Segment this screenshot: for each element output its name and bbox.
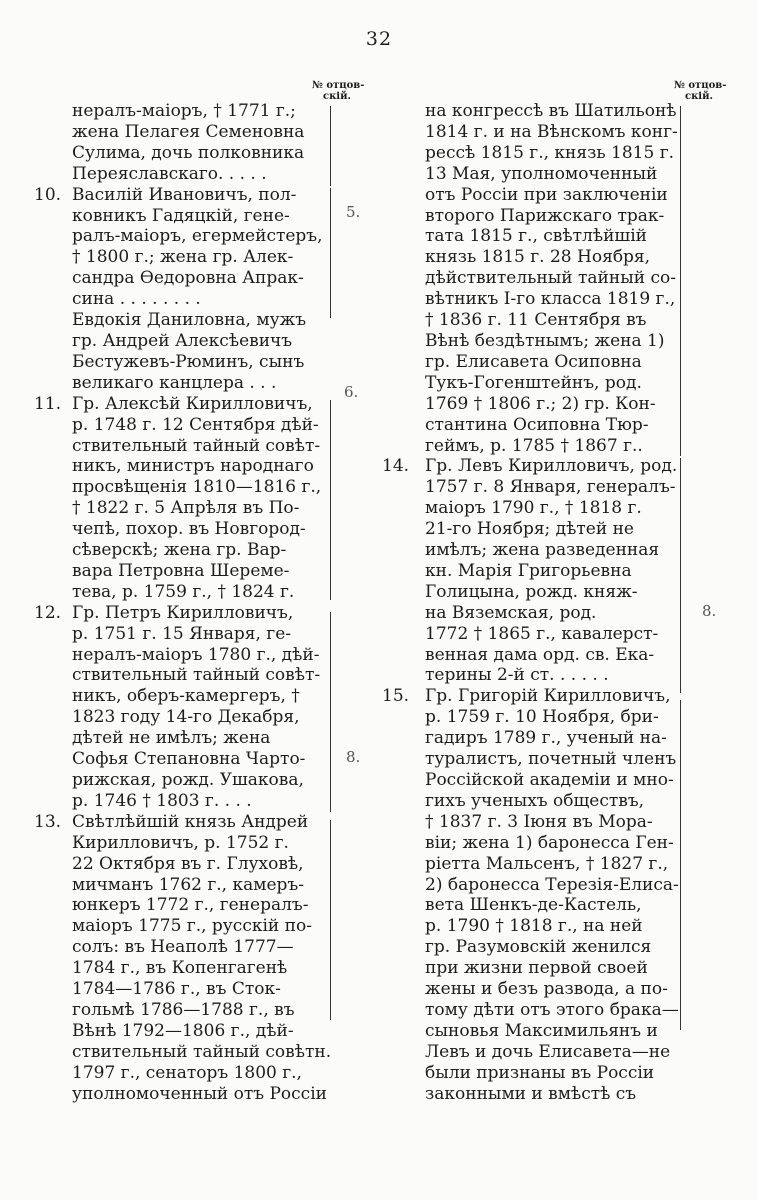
text-line: Софья Степановна Чарто- (72, 749, 306, 770)
text-line: 22 Октября въ г. Глуховѣ, (72, 853, 304, 874)
text-line: мичманъ 1762 г., камеръ- (72, 874, 304, 895)
text-line: солъ: въ Неаполѣ 1777— (72, 937, 294, 958)
genealogy-entry (34, 394, 330, 603)
text-line: 13 Мая, уполномоченный (425, 163, 658, 184)
text-line: тому дѣти отъ этого брака— (425, 999, 679, 1020)
margin-number: 5. (346, 203, 361, 221)
text-line: гольмѣ 1786—1788 г., въ (72, 999, 295, 1020)
text-line: великаго канцлера . . . (72, 372, 277, 393)
text-line: 1814 г. и на Вѣнскомъ конг- (425, 121, 678, 142)
margin-rule (680, 700, 681, 1030)
text-line: р. 1748 г. 12 Сентября дѣй- (72, 414, 319, 435)
text-line: 1784—1786 г., въ Сток- (72, 979, 281, 1000)
text-line: р. 1751 г. 15 Января, ге- (72, 623, 291, 644)
text-line: просвѣщенія 1810—1816 г., (72, 477, 322, 498)
text-line: Левъ и дочь Елисавета—не (425, 1041, 671, 1062)
text-line: рессѣ 1815 г., князь 1815 г. (425, 142, 675, 163)
margin-rule (680, 458, 681, 693)
text-line: сѣверскѣ; жена гр. Вар- (72, 540, 287, 561)
margin-rule (330, 612, 331, 812)
text-line: вара Петровна Шереме- (72, 560, 290, 581)
text-line: отъ Россіи при заключеніи (425, 184, 668, 205)
text-line: венная дама орд. св. Ека- (425, 644, 655, 665)
text-line: сина . . . . . . . . (72, 289, 201, 310)
text-line: віи; жена 1) баронесса Ген- (425, 832, 674, 853)
text-line: нералъ-маіоръ 1780 г., дѣй- (72, 644, 320, 665)
genealogy-entry (34, 101, 330, 185)
text-line: ствительный тайный совѣт- (72, 665, 321, 686)
text-line: ствительный тайный совѣтн. (72, 1041, 332, 1062)
entry-number: 13. (34, 811, 62, 832)
margin-rule (330, 188, 331, 318)
text-line: † 1837 г. 3 Іюня въ Мора- (425, 811, 653, 832)
text-line: вѣтникъ I-го класса 1819 г., (425, 289, 676, 310)
text-line: Переяславскаго. . . . . (72, 163, 267, 184)
column-header-right: № отцов- скій. (674, 80, 727, 102)
text-line: тата 1815 г., свѣтлѣйшій (425, 226, 647, 247)
text-line: ріетта Мальсенъ, † 1827 г., (425, 853, 669, 874)
text-line: маіоръ 1775 г., русскій по- (72, 916, 312, 937)
text-line: ствительный тайный совѣт- (72, 435, 321, 456)
margin-number: 8. (346, 748, 361, 766)
text-line: князь 1815 г. 28 Ноября, (425, 247, 651, 268)
column-header-left: № отцов- скій. (312, 80, 365, 102)
text-line: † 1836 г. 11 Сентября въ (425, 310, 647, 331)
text-line: кн. Марія Григорьевна (425, 560, 632, 581)
text-line: гихъ ученыхъ обществъ, (425, 790, 645, 811)
margin-rule (680, 106, 681, 456)
text-line: 1823 году 14-го Декабря, (72, 707, 300, 728)
text-line: Россійской академіи и мно- (425, 770, 674, 790)
text-line: чепѣ, похор. въ Новгород- (72, 519, 306, 540)
text-line: 1797 г., сенаторъ 1800 г., (72, 1062, 302, 1083)
text-line: Гр. Алексѣй Кирилловичъ, (72, 393, 313, 414)
text-line: второго Парижскаго трак- (425, 205, 665, 226)
text-line: гадиръ 1789 г., ученый на- (425, 728, 667, 749)
margin-rule (330, 106, 331, 186)
margin-rule (330, 400, 331, 600)
text-line: Свѣтлѣйшій князь Андрей (72, 811, 309, 832)
text-line: Бестужевъ-Рюминъ, сынъ (72, 351, 305, 372)
genealogy-entry (382, 101, 680, 456)
text-line: Гр. Григорій Кирилловичъ, (425, 686, 671, 707)
text-line: сыновья Максимильянъ и (425, 1020, 658, 1041)
text-line: на Вяземская, род. (425, 602, 597, 623)
text-line: Вѣнѣ бездѣтнымъ; жена 1) (425, 330, 665, 351)
text-line: р. 1759 г. 10 Ноября, бри- (425, 707, 659, 728)
text-line: Василій Ивановичъ, пол- (72, 184, 297, 205)
genealogy-entry (34, 812, 330, 1105)
text-line: жены и безъ развода, а по- (425, 979, 668, 1000)
genealogy-entry (34, 603, 330, 812)
right-column (382, 101, 680, 1105)
text-line: гр. Андрей Алексѣевичъ (72, 330, 293, 351)
text-line: юнкеръ 1772 г., генералъ- (72, 895, 309, 916)
text-line: 21-го Ноября; дѣтей не (425, 519, 634, 540)
text-line: вета Шенкъ-де-Кастель, (425, 895, 642, 916)
text-line: гр. Елисавета Осиповна (425, 351, 642, 372)
text-line: рижская, рожд. Ушакова, (72, 770, 304, 790)
text-line: были признаны въ Россіи (425, 1062, 655, 1083)
margin-number: 8. (702, 602, 717, 620)
text-line: Гр. Левъ Кирилловичъ, род. (425, 456, 678, 477)
text-line: ковникъ Гадяцкій, гене- (72, 205, 290, 226)
text-line: геймъ, р. 1785 † 1867 г.. (425, 435, 643, 456)
margin-number: 6. (344, 383, 359, 401)
text-line: † 1822 г. 5 Апрѣля въ По- (72, 498, 300, 519)
text-line: нералъ-маіоръ, † 1771 г.; (72, 101, 296, 121)
text-line: никъ, оберъ-камергеръ, † (72, 686, 300, 707)
margin-rule (330, 820, 331, 1020)
text-line: туралистъ, почетный членъ (425, 749, 677, 770)
text-line: р. 1746 † 1803 г. . . . (72, 790, 252, 811)
genealogy-entry (382, 456, 680, 686)
text-line: на конгрессѣ въ Шатильонѣ (425, 101, 677, 121)
text-line: Евдокія Даниловна, мужъ (72, 310, 307, 331)
text-line: р. 1790 † 1818 г., на ней (425, 916, 643, 937)
genealogy-entry (34, 185, 330, 310)
text-line: дѣйствительный тайный со- (425, 268, 676, 289)
genealogy-entry (382, 686, 680, 1104)
text-line: † 1800 г.; жена гр. Алек- (72, 247, 294, 268)
text-line: сандра Өедоровна Апрак- (72, 268, 304, 289)
genealogy-entry (34, 310, 330, 394)
text-line: 2) баронесса Терезія-Елиса- (425, 874, 679, 895)
text-line: уполномоченный отъ Россіи (72, 1083, 327, 1104)
text-line: Кирилловичъ, р. 1752 г. (72, 832, 289, 853)
text-line: имѣлъ; жена разведенная (425, 540, 660, 561)
text-line: гр. Разумовскій женился (425, 937, 652, 958)
text-line: Вѣнѣ 1792—1806 г., дѣй- (72, 1020, 294, 1041)
text-line: 1772 † 1865 г., кавалерст- (425, 623, 659, 644)
text-line: законными и вмѣстѣ съ (425, 1083, 637, 1104)
entry-number: 15. (382, 686, 410, 707)
text-line: терины 2-й ст. . . . . . (425, 665, 609, 686)
entry-number: 12. (34, 602, 62, 623)
text-line: тева, р. 1759 г., † 1824 г. (72, 581, 295, 602)
text-line: маіоръ 1790 г., † 1818 г. (425, 498, 642, 519)
text-line: 1769 † 1806 г.; 2) гр. Кон- (425, 393, 656, 414)
left-column (34, 101, 330, 1105)
text-line: дѣтей не имѣлъ; жена (72, 728, 271, 749)
text-line: 1757 г. 8 Января, генералъ- (425, 477, 676, 498)
text-line: жена Пелагея Семеновна (72, 121, 305, 142)
text-line: при жизни первой своей (425, 958, 648, 979)
page-number: 32 (365, 28, 393, 50)
entry-number: 10. (34, 184, 62, 205)
entry-number: 11. (34, 393, 62, 414)
text-line: стантина Осиповна Тюр- (425, 414, 649, 435)
text-line: Тукъ-Гогенштейнъ, род. (425, 372, 642, 393)
text-line: никъ, министръ народнаго (72, 456, 314, 477)
text-line: 1784 г., въ Копенгагенѣ (72, 958, 288, 979)
entry-number: 14. (382, 456, 410, 477)
text-line: Сулима, дочь полковника (72, 142, 305, 163)
text-line: ралъ-маіоръ, егермейстеръ, (72, 226, 323, 247)
text-line: Голицына, рожд. княж- (425, 581, 638, 602)
text-line: Гр. Петръ Кирилловичъ, (72, 602, 294, 623)
